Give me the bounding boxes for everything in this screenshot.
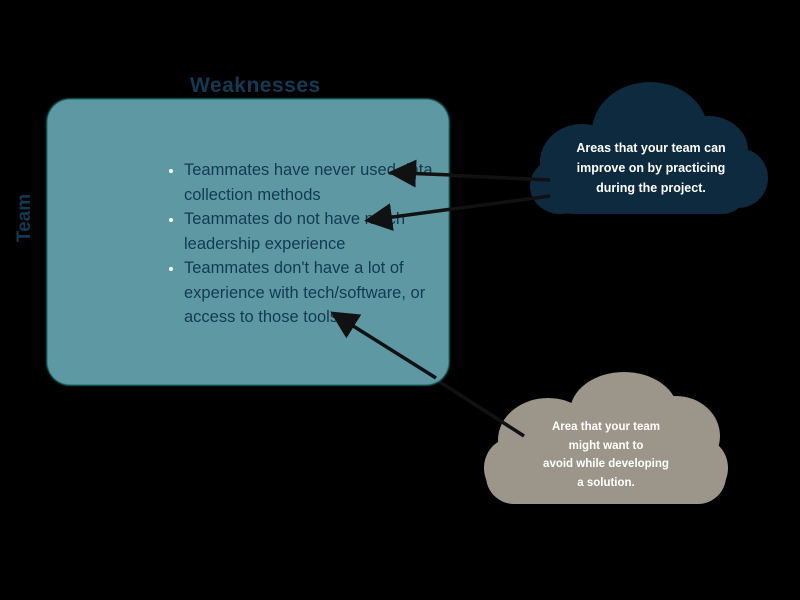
arrow-improve-1-overlay [402,173,452,175]
weaknesses-heading: Weaknesses [190,74,321,97]
team-side-heading: Team [14,193,35,243]
improve-callout-text: Areas that your team can improve on by practicing during the project. [576,141,726,195]
avoid-callout-text: Area that your team might want to avoid while developing a solution. [543,421,669,489]
arrow-improve-2-overlay [378,209,452,219]
weakness-item: • Teammates don't have a lot of experience with tech/software, or access to those tools [184,256,454,330]
weakness-item: • Teammates do not have much leadership experience [184,207,454,256]
arrow-avoid-overlay [342,319,436,378]
weakness-item: • Teammates have never used data collection methods [184,158,454,207]
